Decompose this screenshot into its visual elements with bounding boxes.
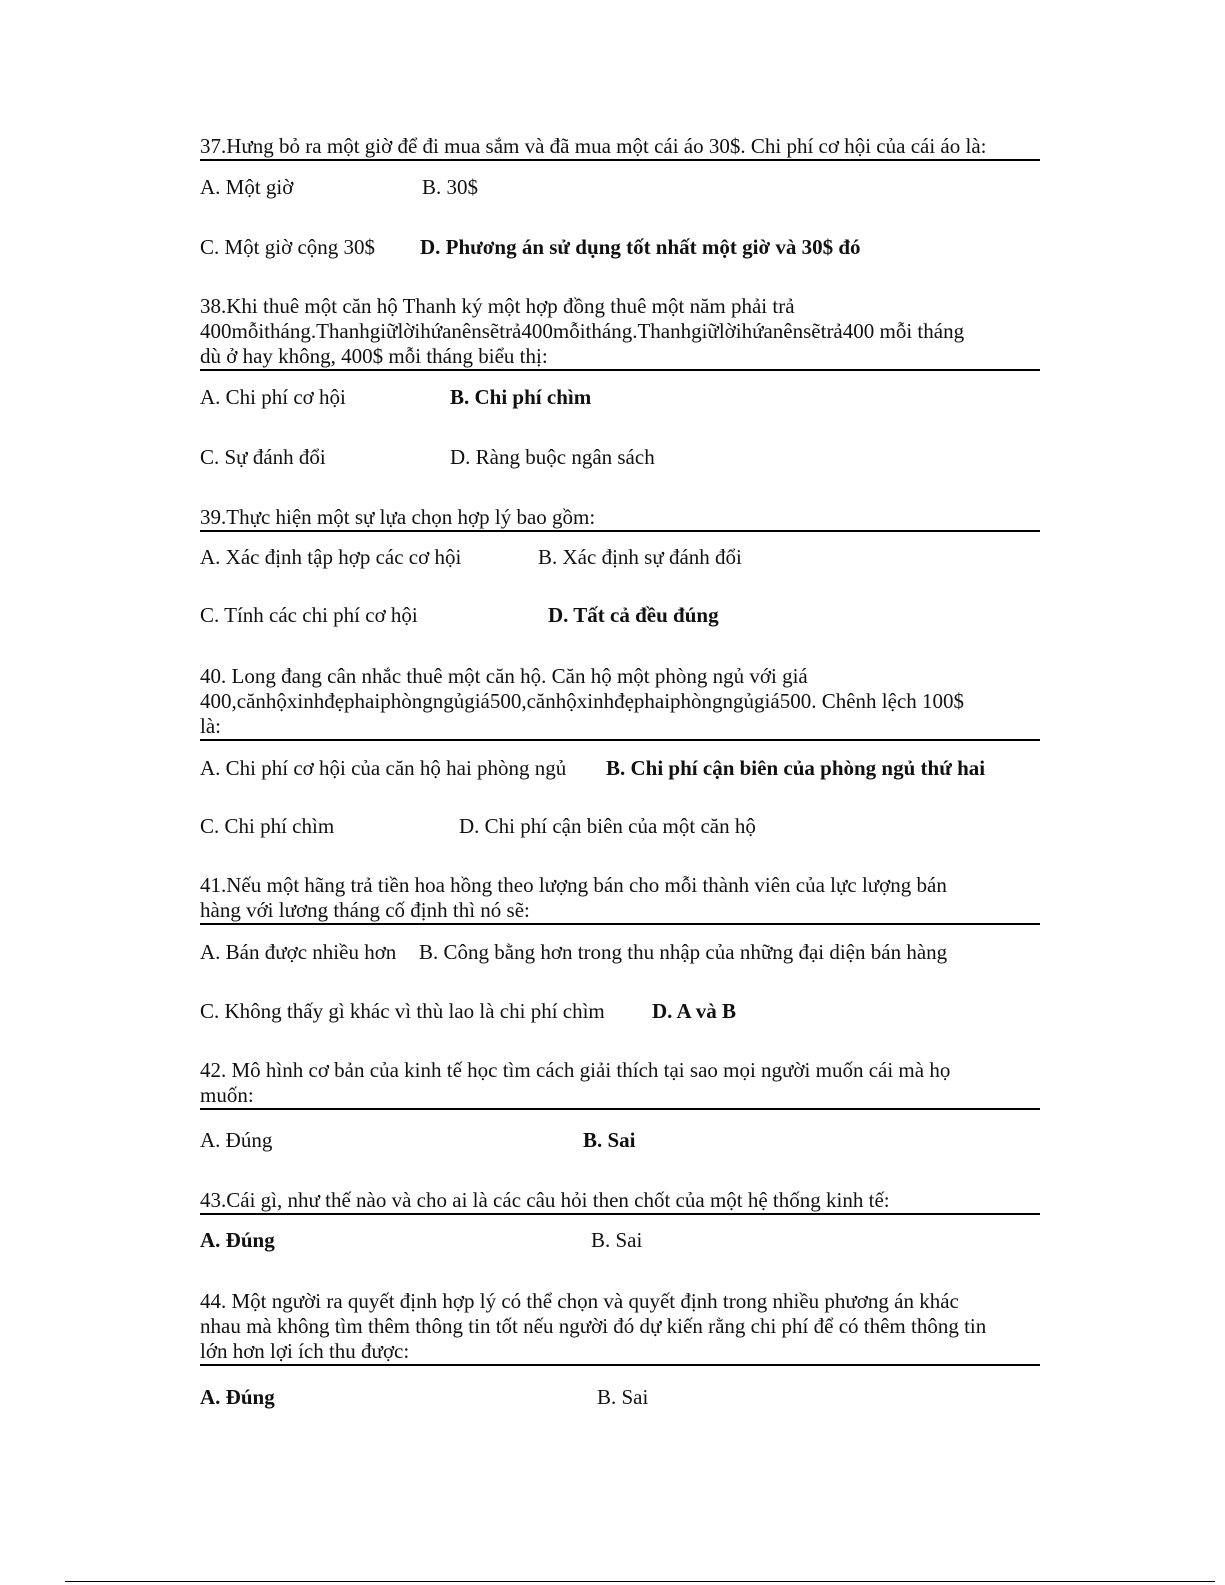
question-42-line-1: 42. Mô hình cơ bản của kinh tế học tìm cách giải thích tại sao mọi người muốn cái mà họ: [200, 1058, 951, 1082]
question-44-line-1: 44. Một người ra quyết định hợp lý có thể chọn và quyết định trong nhiều phương án khác: [200, 1289, 959, 1313]
q41-option-b: B. Công bằng hơn trong thu nhập của những đại diện bán hàng: [419, 940, 948, 964]
question-41-line-1: 41.Nếu một hãng trả tiền hoa hồng theo lượng bán cho mỗi thành viên của lực lượng bán: [200, 873, 947, 897]
question-41-line-2: hàng với lương tháng cố định thì nó sẽ:: [200, 898, 530, 922]
q39-option-b: B. Xác định sự đánh đổi: [538, 545, 742, 569]
question-40-line-3: là:: [200, 714, 221, 738]
q39-option-a: A. Xác định tập hợp các cơ hội: [200, 545, 462, 569]
question-37-text: 37.Hưng bỏ ra một giờ để đi mua sắm và đã mua một cái áo 30$. Chi phí cơ hội của cái áo là:: [200, 134, 987, 158]
q37-option-d: D. Phương án sử dụng tốt nhất một giờ và 30$ đó: [420, 235, 861, 259]
q38-option-a: A. Chi phí cơ hội: [200, 385, 346, 409]
q41-option-a: A. Bán được nhiều hơn: [200, 940, 397, 964]
question-37: [200, 134, 1040, 161]
question-38-line-3: dù ở hay không, 400$ mỗi tháng biểu thị:: [200, 344, 548, 368]
q39-option-d: D. Tất cả đều đúng: [548, 603, 719, 627]
q44-option-b: B. Sai: [597, 1385, 649, 1409]
q42-option-b: B. Sai: [583, 1128, 636, 1152]
q41-option-c: C. Không thấy gì khác vì thù lao là chi phí chìm: [200, 999, 605, 1023]
question-38-line-1: 38.Khi thuê một căn hộ Thanh ký một hợp đồng thuê một năm phải trả: [200, 294, 795, 318]
question-44: [200, 1289, 1040, 1366]
question-43-text: 43.Cái gì, như thế nào và cho ai là các câu hỏi then chốt của một hệ thống kinh tế:: [200, 1188, 890, 1212]
q40-option-d: D. Chi phí cận biên của một căn hộ: [459, 814, 756, 838]
q37-option-a: A. Một giờ: [200, 175, 294, 199]
q38-option-c: C. Sự đánh đổi: [200, 445, 326, 469]
q37-option-b: B. 30$: [422, 175, 479, 199]
question-38: [200, 294, 1040, 371]
question-44-line-2: nhau mà không tìm thêm thông tin tốt nếu người đó dự kiến rằng chi phí để có thêm thông tin: [200, 1314, 987, 1338]
question-40: [200, 664, 1040, 741]
question-40-line-1: 40. Long đang cân nhắc thuê một căn hộ. Căn hộ một phòng ngủ với giá: [200, 664, 808, 688]
q40-option-a: A. Chi phí cơ hội của căn hộ hai phòng ngủ: [200, 756, 567, 780]
question-39-text: 39.Thực hiện một sự lựa chọn hợp lý bao gồm:: [200, 505, 596, 529]
question-42: [200, 1058, 1040, 1110]
question-40-line-2: 400,cănhộxinhđẹphaiphòngngủgiá500,cănhộxinhđẹphaiphòngngủgiá500. Chênh lệch 100$: [200, 689, 965, 713]
q37-option-c: C. Một giờ cộng 30$: [200, 235, 376, 259]
question-41: [200, 873, 1040, 925]
q43-option-b: B. Sai: [591, 1228, 643, 1252]
q38-option-b: B. Chi phí chìm: [450, 385, 592, 409]
question-39: [200, 505, 1040, 532]
q41-option-d: D. A và B: [652, 999, 737, 1023]
q40-option-c: C. Chi phí chìm: [200, 814, 335, 838]
question-44-line-3: lớn hơn lợi ích thu được:: [200, 1339, 410, 1363]
question-38-line-2: 400mỗitháng.Thanhgiữlờihứanênsẽtrả400mỗitháng.Thanhgiữlờihứanênsẽtrả400 mỗi tháng: [200, 319, 965, 343]
question-42-line-2: muốn:: [200, 1083, 254, 1107]
page-bottom-rule: [65, 1581, 1215, 1582]
q44-option-a: A. Đúng: [200, 1385, 275, 1409]
question-43: [200, 1188, 1040, 1215]
q40-option-b: B. Chi phí cận biên của phòng ngủ thứ hai: [606, 756, 986, 780]
q39-option-c: C. Tính các chi phí cơ hội: [200, 603, 418, 627]
q38-option-d: D. Ràng buộc ngân sách: [450, 445, 655, 469]
q42-option-a: A. Đúng: [200, 1128, 273, 1152]
q43-option-a: A. Đúng: [200, 1228, 275, 1252]
